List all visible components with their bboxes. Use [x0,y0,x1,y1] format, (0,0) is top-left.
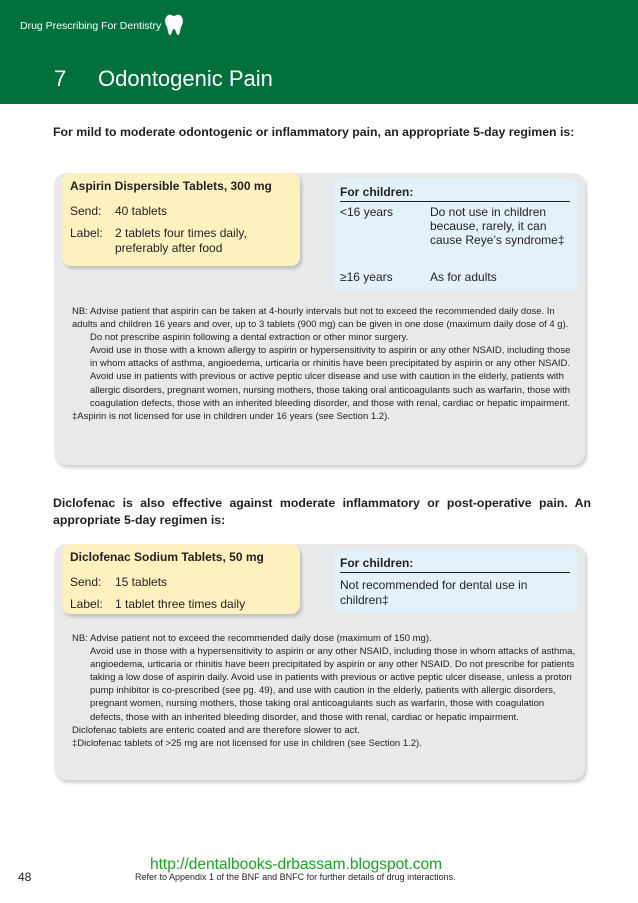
send-key: Send: [70,575,102,589]
send-key: Send: [70,204,102,218]
send-value: 40 tablets [115,204,168,218]
diclofenac-children-box [334,549,578,612]
diclofenac-rx-card [62,544,300,614]
rx-name: Aspirin Dispersible Tablets, 300 mg [70,179,272,193]
nb-label: NB: [72,306,88,317]
blog-link[interactable]: http://dentalbooks-drbassam.blogspot.com [150,856,443,873]
chapter-number: 7 [54,66,67,91]
children-rule [340,572,570,573]
rx-label-row [70,226,295,256]
note-text: Avoid use in those with a hypersensitivity to aspirin or any other NSAID, including those in whom attacks of asthma, angioedema, urticaria or rhinitis have been precipitated by aspirin or any other NSAID. Do not prescribe for patients taking a low dose of aspirin daily. Avoid use in patients with previous or active peptic ulcer disease, unless a proton pump inhibitor is co-prescribed (see pg. 49), and use with caution in the elderly, patients with allergic disorders, pregnant women, nursing mothers, those taking oral anticoagulants such as warfarin, those with coagulation defects, those with an inherited bleeding disorder, and those with renal, cardiac or hepatic impairment. [90,646,576,723]
advice-under-16: Do not use in children because, rarely, it can cause Reye’s syndrome‡ [430,205,565,248]
nb-text: Advise patient not to exceed the recommended daily dose (maximum of 150 mg). [90,633,432,644]
label-key: Label: [70,597,103,611]
footnote: ‡Aspirin is not licensed for use in children under 16 years (see Section 1.2). [72,410,390,422]
rx-label-row [70,597,295,612]
aspirin-children-box [334,178,578,291]
diclofenac-notes [72,632,577,750]
rx-send-row [70,575,295,590]
footer-note: Refer to Appendix 1 of the BNF and BNFC for further details of drug interactions. [135,872,456,882]
note-text: Do not prescribe aspirin following a dental extraction or other minor surgery. [90,332,409,344]
advice-16-plus: As for adults [430,270,497,284]
aspirin-rx-card [62,173,300,266]
note-nb [72,632,577,645]
running-title: Drug Prescribing For Dentistry [20,20,162,32]
children-text: Not recommended for dental use in children‡ [340,578,528,607]
nb-text: Advise patient that aspirin can be taken at 4-hourly intervals but not to exceed the recommended daily dose. In adults and children 16 years and over, up to 3 tablets (900 mg) can be given in one dose (maximum daily dose of 4 g). [72,306,569,331]
age-under-16: <16 years [340,205,394,219]
footnote: ‡Diclofenac tablets of >25 mg are not licensed for use in children (see Section 1.2). [72,737,422,749]
send-value: 15 tablets [115,575,168,589]
note-text: Diclofenac tablets are enteric coated and are therefore slower to act. [72,724,360,736]
diclofenac-intro: Diclofenac is also effective against moderate inflammatory or post-operative pain. An appropriate 5-day regimen is: [53,496,591,527]
rx-send-row [70,204,295,219]
children-title: For children: [340,556,414,570]
aspirin-intro: For mild to moderate odontogenic or inflammatory pain, an appropriate 5-day regimen is: [53,125,575,139]
diclofenac-panel [54,544,585,780]
aspirin-panel [54,173,585,465]
chapter-title: Odontogenic Pain [98,66,273,91]
label-key: Label: [70,226,103,240]
chapter-header [0,0,638,104]
age-16-plus: ≥16 years [340,270,393,284]
note-text: Avoid use in those with a known allergy to aspirin or hypersensitivity to aspirin or any other NSAID, including those in whom attacks of asthma, angioedema, urticaria or rhinitis have been precipitated by aspirin or any other NSAID. Avoid use in patients with previous or active peptic ulcer disease and use with caution in the elderly, patients with allergic disorders, pregnant women, nursing mothers, those taking oral anticoagulants such as warfarin, those with coagulation defects, those with an inherited bleeding disorder, and those with renal, cardiac or hepatic impairment. [90,345,571,409]
children-title: For children: [340,185,414,199]
tooth-icon [163,13,185,37]
aspirin-notes [72,305,577,423]
label-value: 2 tablets four times daily, preferably after food [115,226,247,255]
page-number: 48 [18,870,32,884]
rx-name: Diclofenac Sodium Tablets, 50 mg [70,550,264,564]
label-value: 1 tablet three times daily [115,597,246,611]
note-nb [72,305,577,331]
children-rule [340,201,570,202]
nb-label: NB: [72,633,88,644]
